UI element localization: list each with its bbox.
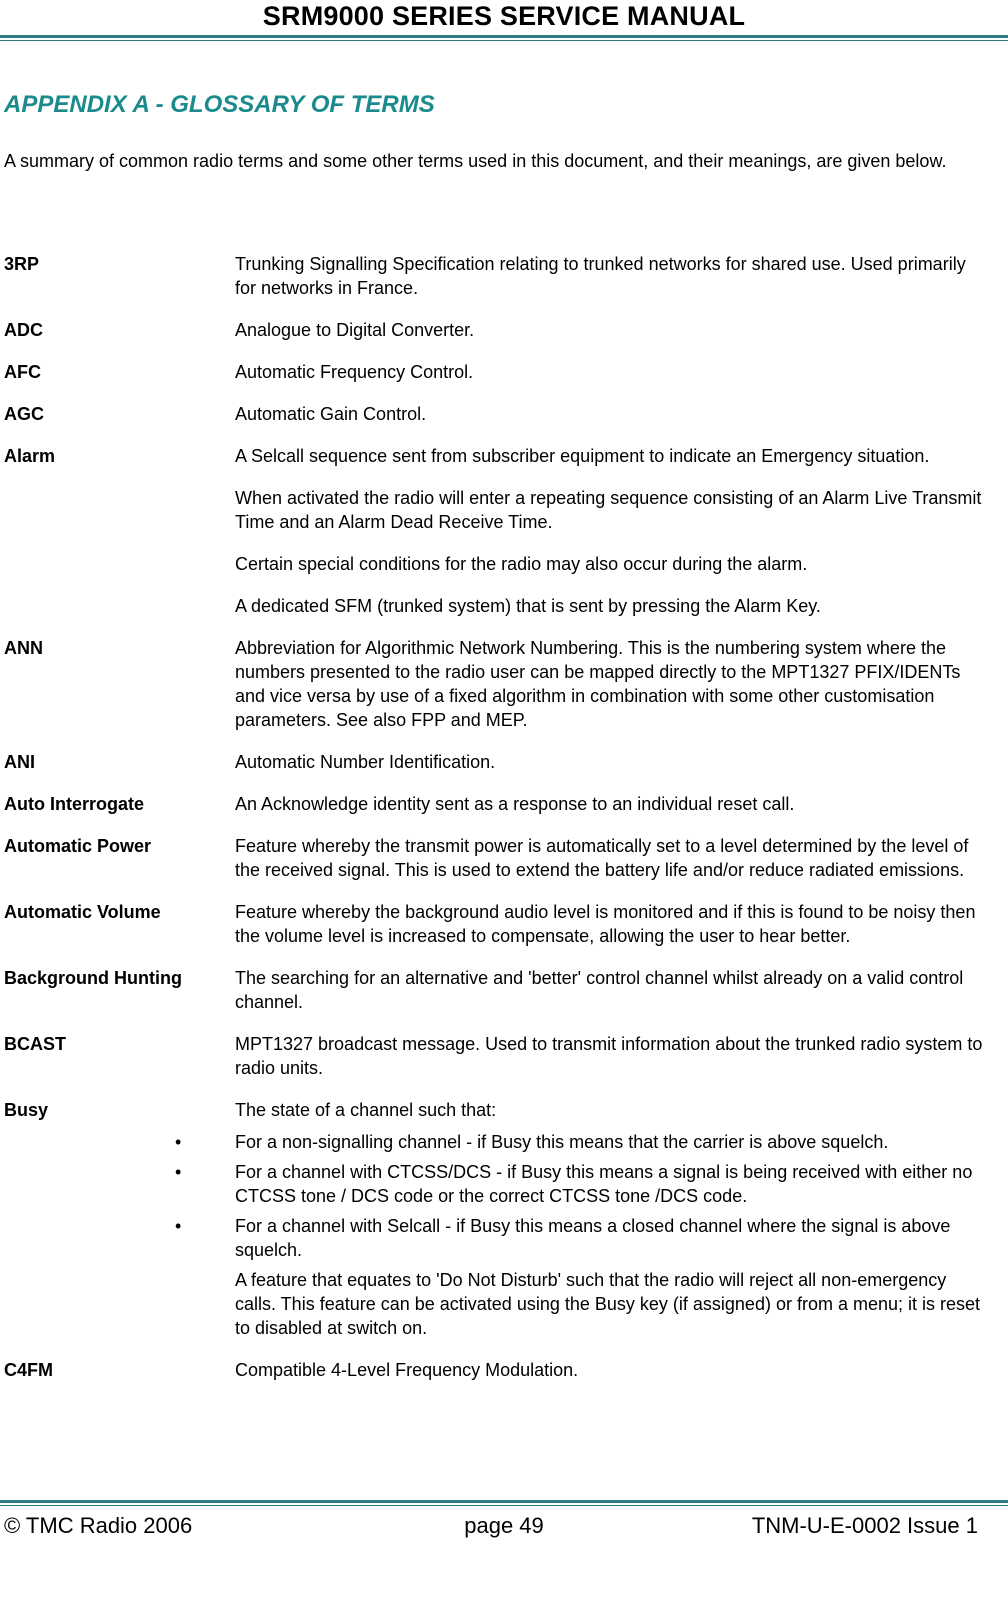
intro-text: A summary of common radio terms and some other terms used in this document, and their meanings, are given below. [4, 151, 947, 171]
glossary-entry [4, 402, 989, 426]
glossary-definition [235, 1358, 989, 1382]
header-rule-thin [0, 40, 1008, 41]
glossary-definition [235, 900, 989, 948]
definition-paragraph: Analogue to Digital Converter. [235, 320, 475, 340]
glossary-term: BCAST [4, 1034, 66, 1054]
glossary-entry [4, 252, 989, 300]
glossary-entry [4, 900, 989, 948]
glossary-definition [235, 360, 989, 384]
glossary-definition [235, 318, 989, 342]
definition-paragraph: A Selcall sequence sent from subscriber equipment to indicate an Emergency situation. [235, 446, 930, 466]
glossary-definition [235, 1032, 989, 1080]
definition-paragraph: Automatic Frequency Control. [235, 362, 474, 382]
footer-rule-thin [0, 1505, 1008, 1506]
bullet-item [173, 1214, 989, 1262]
definition-paragraph: MPT1327 broadcast message. Used to transmit information about the trunked radio system to radio units. [235, 1034, 983, 1078]
definition-paragraph: Feature whereby the background audio level is monitored and if this is found to be noisy then the volume level is increased to compensate, allowing the user to hear better. [235, 902, 976, 946]
definition-paragraph: Compatible 4-Level Frequency Modulation. [235, 1360, 579, 1380]
glossary-term: AGC [4, 404, 44, 424]
definition-paragraph: When activated the radio will enter a repeating sequence consisting of an Alarm Live Transmit Time and an Alarm Dead Receive Time. [235, 488, 982, 532]
glossary-entry [4, 318, 989, 342]
glossary-entry [4, 966, 989, 1014]
definition-paragraph: Automatic Number Identification. [235, 752, 496, 772]
glossary-term: AFC [4, 362, 41, 382]
definition-paragraph: Trunking Signalling Specification relating to trunked networks for shared use. Used primarily for networks in France. [235, 254, 966, 298]
glossary-term: 3RP [4, 254, 40, 274]
glossary-term: C4FM [4, 1360, 53, 1380]
glossary-definition [235, 792, 989, 816]
glossary-entry [4, 792, 989, 816]
manual-title: SRM9000 SERIES SERVICE MANUAL [262, 1, 746, 31]
definition-paragraph: An Acknowledge identity sent as a response to an individual reset call. [235, 794, 795, 814]
definition-note: A feature that equates to 'Do Not Disturb' such that the radio will reject all non-emergency calls. This feature can be activated using the Busy key (if assigned) or from a menu; it is reset to disabled at switch on. [235, 1270, 981, 1338]
glossary-term: ADC [4, 320, 43, 340]
bullet-item [173, 1160, 989, 1208]
bullet-item [173, 1130, 989, 1154]
bullet-text: For a channel with CTCSS/DCS - if Busy this means a signal is being received with either no CTCSS tone / DCS code or the correct CTCSS tone /DCS code. [235, 1162, 973, 1206]
glossary-definition [235, 966, 989, 1014]
glossary-definition [235, 636, 989, 732]
glossary-entry [4, 750, 989, 774]
footer-rule-thick [0, 1500, 1008, 1503]
header-rule-thick [0, 35, 1008, 38]
bullet-text: For a channel with Selcall - if Busy this means a closed channel where the signal is above squelch. [235, 1216, 951, 1260]
glossary-term: Busy [4, 1100, 49, 1120]
definition-bullet-list [173, 1130, 989, 1262]
glossary-definition [235, 750, 989, 774]
glossary-definition [235, 402, 989, 426]
definition-paragraph: Feature whereby the transmit power is automatically set to a level determined by the level of the received signal. This is used to extend the battery life and/or reduce radiated emissions. [235, 836, 969, 880]
glossary-definition [175, 1098, 989, 1340]
bullet-glyph: • [175, 1162, 182, 1182]
bullet-text: For a non-signalling channel - if Busy this means that the carrier is above squelch. [235, 1132, 889, 1152]
definition-paragraph: Abbreviation for Algorithmic Network Numbering. This is the numbering system where the numbers presented to the radio user can be mapped directly to the MPT1327 PFIX/IDENTs and vice versa by use of a fixed algorithm in combination with some other customisation parameters. See also FPP and MEP. [235, 638, 961, 730]
glossary-entry [4, 1358, 989, 1382]
glossary-term: Automatic Power [4, 836, 152, 856]
glossary-entry [4, 444, 989, 618]
glossary-entry [4, 834, 989, 882]
footer-page-number: page 49 [464, 1513, 544, 1538]
definition-paragraph: Certain special conditions for the radio may also occur during the alarm. [235, 554, 808, 574]
glossary-definition [235, 444, 989, 618]
glossary-definition [235, 252, 989, 300]
glossary-term: ANI [4, 752, 35, 772]
glossary-term: Automatic Volume [4, 902, 161, 922]
glossary-entry [4, 1098, 989, 1340]
definition-paragraph: The searching for an alternative and 'better' control channel whilst already on a valid control channel. [235, 968, 964, 1012]
glossary-term: Auto Interrogate [4, 794, 145, 814]
glossary-term: Background Hunting [4, 968, 182, 988]
glossary-term: Alarm [4, 446, 56, 466]
definition-lead: The state of a channel such that: [235, 1100, 497, 1120]
appendix-title: APPENDIX A - GLOSSARY OF TERMS [4, 91, 435, 118]
footer-doc-id: TNM-U-E-0002 Issue 1 [751, 1513, 978, 1538]
glossary-list [4, 252, 989, 1400]
bullet-glyph: • [175, 1132, 182, 1152]
glossary-definition [235, 834, 989, 882]
glossary-entry [4, 636, 989, 732]
footer-copyright: © TMC Radio 2006 [4, 1513, 193, 1538]
bullet-glyph: • [175, 1216, 182, 1236]
glossary-entry [4, 360, 989, 384]
glossary-entry [4, 1032, 989, 1080]
definition-paragraph: Automatic Gain Control. [235, 404, 427, 424]
glossary-term: ANN [4, 638, 43, 658]
definition-paragraph: A dedicated SFM (trunked system) that is sent by pressing the Alarm Key. [235, 596, 821, 616]
